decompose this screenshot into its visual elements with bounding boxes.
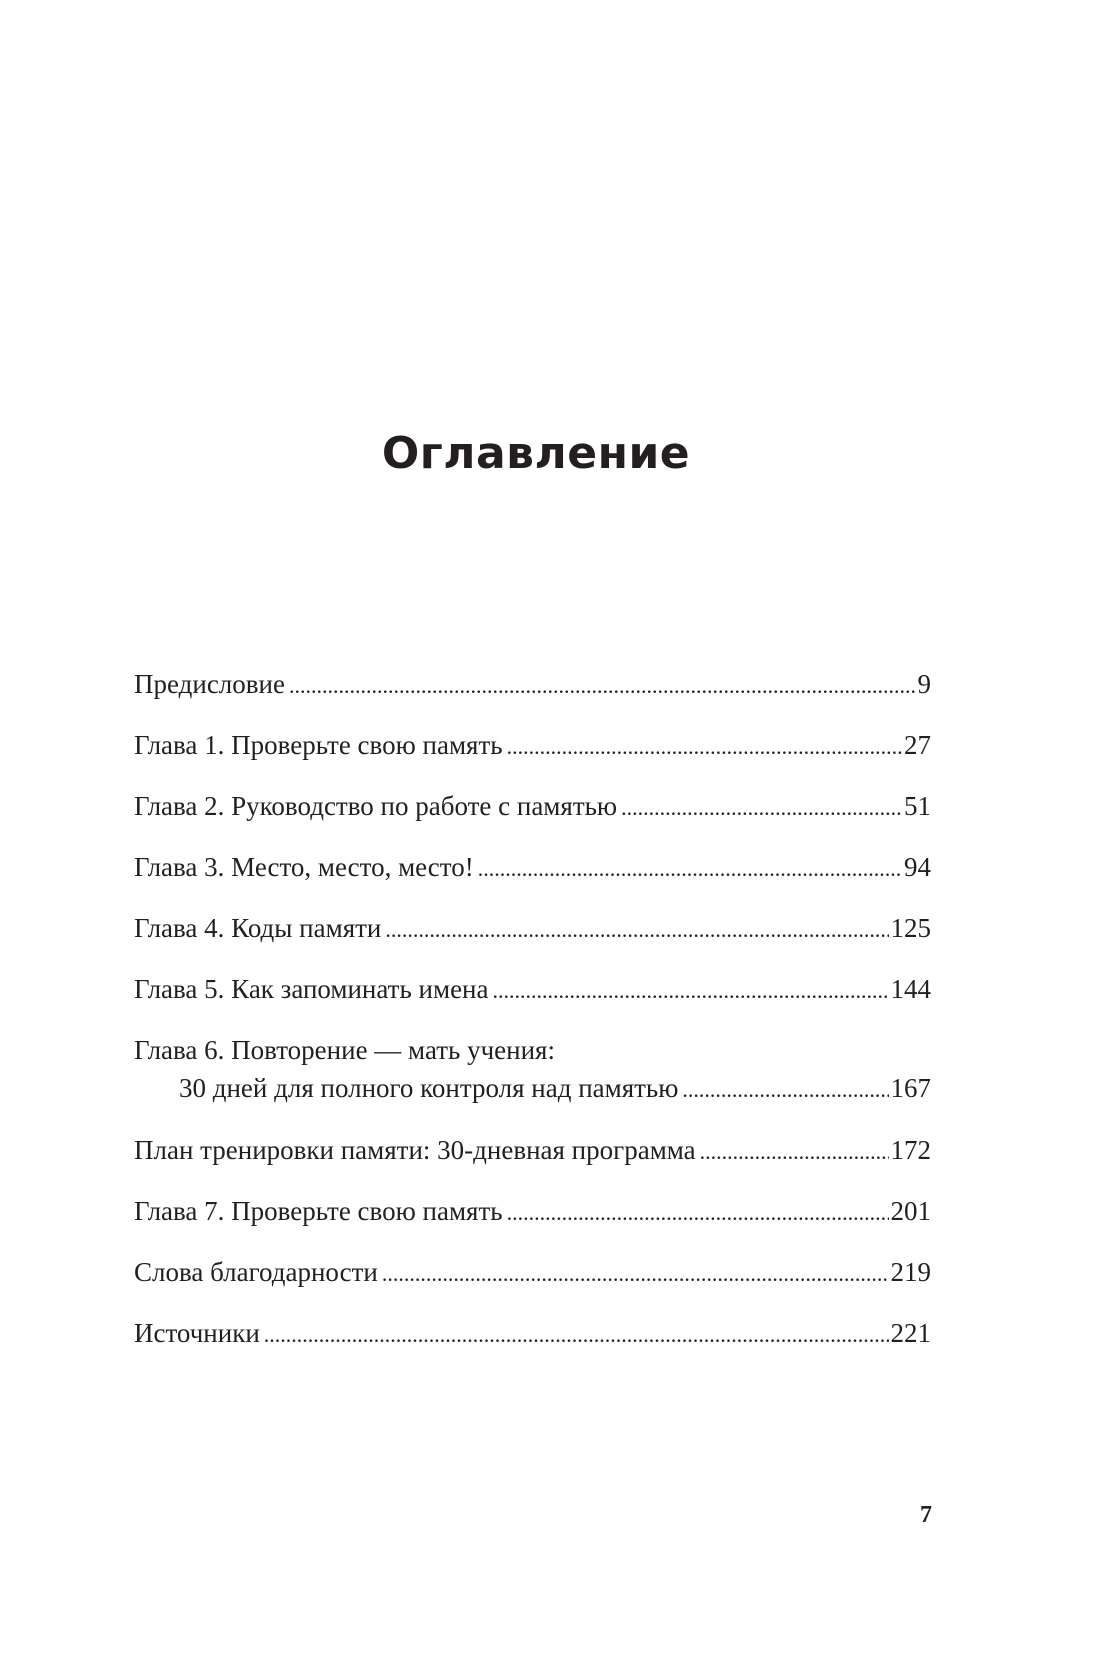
toc-entry-page: 167 (890, 1073, 931, 1103)
toc-entry-page: 125 (890, 913, 931, 943)
toc-entry-page: 51 (904, 791, 931, 821)
toc-entry-title: План тренировки памяти: 30-дневная программа (134, 1135, 696, 1165)
toc-entry-page: 144 (890, 974, 931, 1004)
dot-leader (264, 1319, 889, 1351)
toc-entry-title: Глава 2. Руководство по работе с памятью (134, 791, 618, 821)
toc-entry-title: Глава 1. Проверьте свою память (134, 730, 503, 760)
dot-leader (382, 1258, 889, 1290)
toc-entry[interactable] (134, 851, 931, 912)
dot-leader (492, 975, 888, 1007)
dot-leader (507, 1197, 889, 1229)
toc-entry[interactable] (134, 912, 931, 973)
dot-leader (700, 1136, 889, 1168)
table-of-contents (134, 668, 931, 1378)
toc-entry-page: 219 (890, 1257, 931, 1287)
toc-entry-page: 172 (890, 1135, 931, 1165)
toc-entry-title: Глава 6. Повторение — мать учения: (134, 1035, 555, 1065)
toc-entry-title: Слова благодарности (134, 1257, 378, 1287)
toc-entry[interactable] (134, 1134, 931, 1195)
toc-entry[interactable] (134, 1317, 931, 1378)
toc-entry[interactable] (134, 729, 931, 790)
toc-entry[interactable] (134, 1195, 931, 1256)
toc-entry-title: Глава 4. Коды памяти (134, 913, 382, 943)
toc-entry-page: 9 (917, 669, 931, 699)
page-title: Оглавление (381, 428, 691, 479)
toc-entry-title: Глава 7. Проверьте свою память (134, 1196, 503, 1226)
toc-entry-page: 94 (904, 852, 931, 882)
toc-entry-title: Источники (134, 1318, 260, 1348)
toc-entry-page: 201 (890, 1196, 931, 1226)
dot-leader (478, 853, 902, 885)
toc-entry-subtitle: 30 дней для полного контроля над памятью (179, 1073, 679, 1103)
toc-entry-page: 221 (890, 1318, 931, 1348)
toc-entry[interactable] (134, 790, 931, 851)
toc-entry[interactable] (134, 1034, 931, 1134)
toc-entry-title: Глава 3. Место, место, место! (134, 852, 474, 882)
dot-leader (621, 792, 902, 824)
page-number: 7 (920, 1502, 932, 1528)
toc-entry-continuation (134, 1072, 931, 1106)
dot-leader (507, 731, 902, 763)
toc-entry-page: 27 (904, 730, 931, 760)
dot-leader (385, 914, 888, 946)
toc-entry-title: Глава 5. Как запоминать имена (134, 974, 489, 1004)
toc-entry[interactable] (134, 973, 931, 1034)
toc-entry[interactable] (134, 1256, 931, 1317)
toc-entry-title: Предисловие (134, 669, 285, 699)
dot-leader (682, 1074, 888, 1106)
dot-leader (289, 670, 916, 702)
toc-entry[interactable] (134, 668, 931, 729)
